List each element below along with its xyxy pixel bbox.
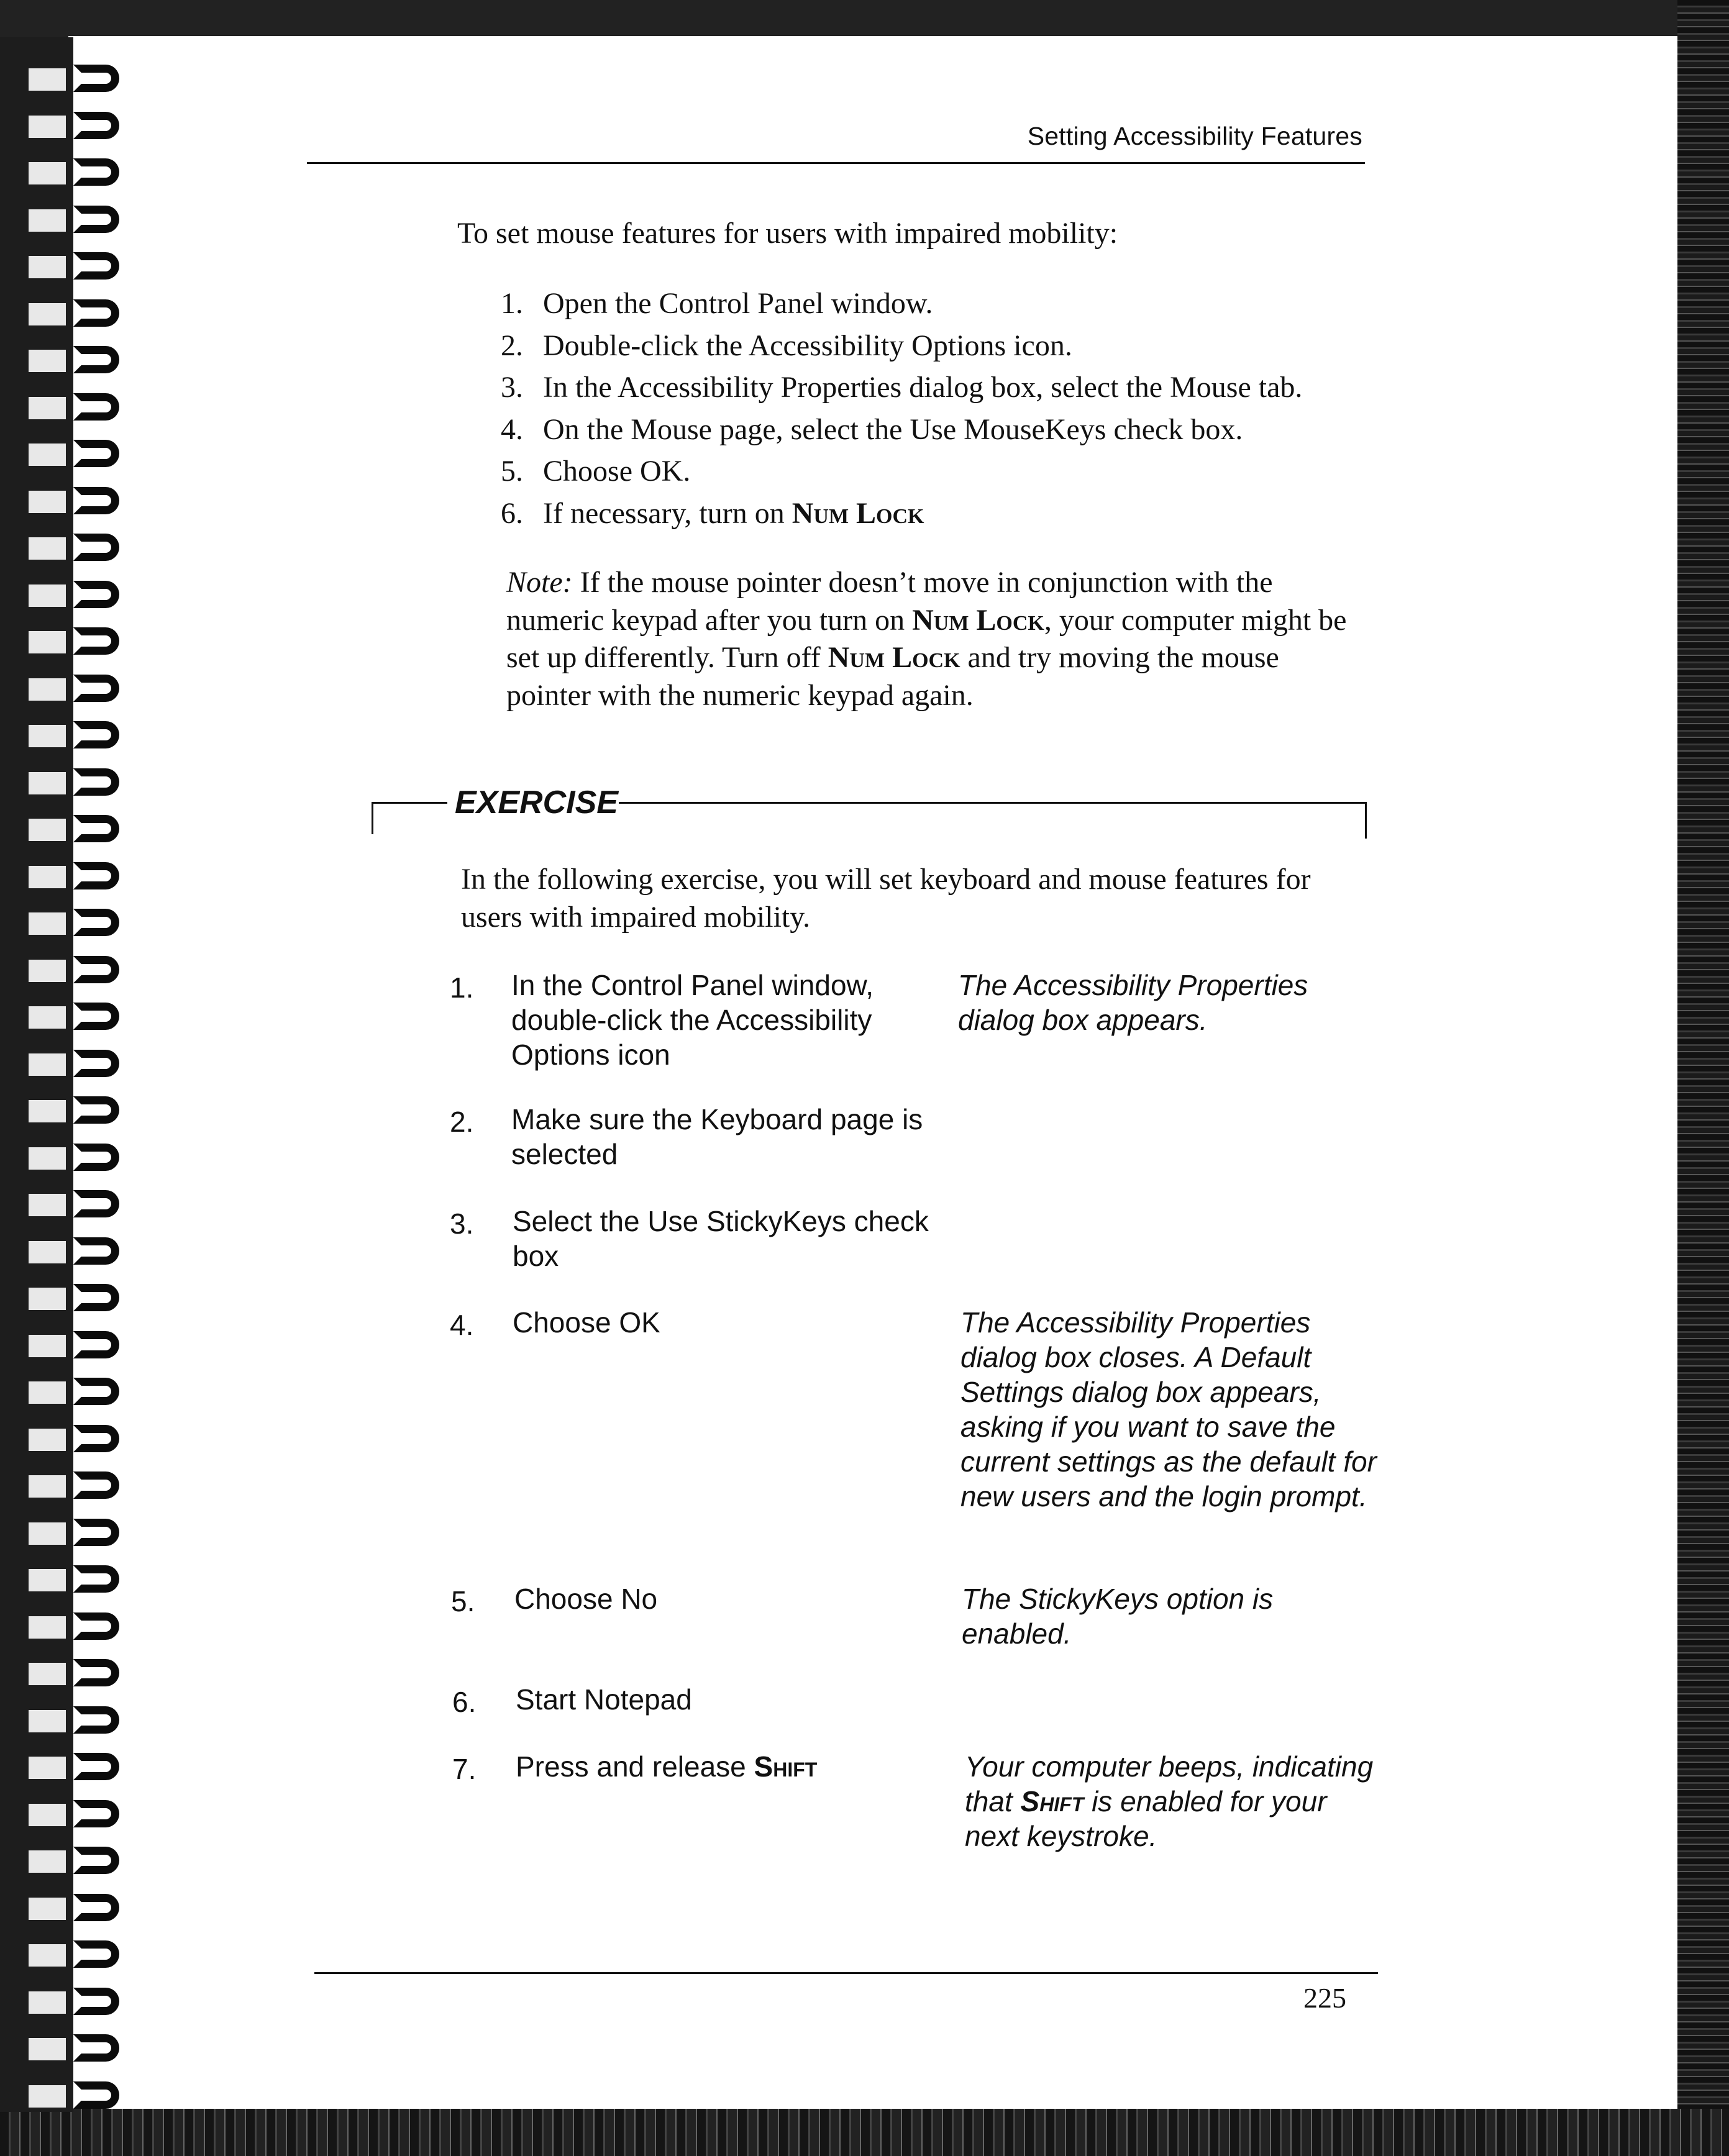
binding-coil xyxy=(73,1565,119,1593)
binding-coil xyxy=(73,1894,119,1921)
exercise-step-result: The Accessibility Properties dialog box closes. A Default Settings dialog box appears, asking if you want to save the current settings as the default for new users and the login prompt. xyxy=(960,1306,1377,1512)
exercise-step-result: The Accessibility Properties dialog box appears. xyxy=(958,969,1308,1036)
binding-hole xyxy=(29,1944,66,1967)
exercise-step-number: 1. xyxy=(450,971,474,1004)
binding-hole xyxy=(29,678,66,701)
binding-hole xyxy=(29,1429,66,1451)
exercise-step-number: 7. xyxy=(452,1753,477,1785)
binding-hole xyxy=(29,1757,66,1779)
binding-coil xyxy=(73,2081,119,2109)
exercise-frame-right-tick xyxy=(1365,802,1367,839)
binding-coil xyxy=(73,2034,119,2062)
page-number: 225 xyxy=(1303,1982,1346,2014)
spiral-binding xyxy=(0,37,124,2112)
exercise-frame-left-tick xyxy=(372,802,373,834)
binding-hole xyxy=(29,1241,66,1263)
binding-coil xyxy=(73,1800,119,1827)
procedure-steps xyxy=(501,283,1302,534)
binding-coil xyxy=(73,1753,119,1780)
binding-hole xyxy=(29,1804,66,1826)
binding-coil xyxy=(73,158,119,186)
key-name: Shift xyxy=(1020,1785,1084,1817)
binding-hole xyxy=(29,1288,66,1310)
binding-hole xyxy=(29,772,66,794)
binding-hole xyxy=(29,1991,66,2014)
binding-hole xyxy=(29,866,66,888)
binding-hole xyxy=(29,256,66,278)
binding-hole xyxy=(29,537,66,560)
binding-coil xyxy=(73,815,119,842)
binding-hole xyxy=(29,1381,66,1404)
step-item: 1. Open the Control Panel window. xyxy=(501,287,933,320)
key-name: Num Lock xyxy=(828,641,960,674)
binding-coil xyxy=(73,534,119,561)
exercise-step-result: The StickyKeys option is enabled. xyxy=(962,1583,1274,1650)
binding-coil xyxy=(73,112,119,139)
binding-coil xyxy=(73,299,119,327)
binding-coil xyxy=(73,487,119,514)
exercise-step-number: 2. xyxy=(450,1106,474,1138)
note-paragraph: Note: If the mouse pointer doesn’t move in conjunction with the numeric keypad after you turn on Num Lock, your computer might be set up differently. Turn off Num Lock and try moving the mouse pointer with the numeric keypad again. xyxy=(506,566,1347,712)
binding-coil xyxy=(73,956,119,983)
binding-coil xyxy=(73,1519,119,1546)
key-name: Shift xyxy=(754,1750,818,1783)
exercise-title: EXERCISE xyxy=(455,785,618,821)
binding-coil xyxy=(73,721,119,748)
binding-coil xyxy=(73,1144,119,1171)
step-item: 6. If necessary, turn on Num Lock xyxy=(501,496,924,530)
binding-hole xyxy=(29,584,66,607)
binding-hole xyxy=(29,912,66,935)
binding-coil xyxy=(73,862,119,889)
binding-hole xyxy=(29,1053,66,1076)
binding-hole xyxy=(29,162,66,184)
running-head: Setting Accessibility Features xyxy=(1027,122,1362,150)
binding-coil xyxy=(73,675,119,702)
binding-hole xyxy=(29,116,66,138)
binding-coil xyxy=(73,1050,119,1077)
binding-hole xyxy=(29,631,66,653)
binding-coil xyxy=(73,65,119,92)
binding-hole xyxy=(29,1194,66,1216)
footer-rule xyxy=(314,1972,1378,1974)
binding-coil xyxy=(73,1378,119,1405)
intro-text: To set mouse features for users with impaired mobility: xyxy=(457,217,1118,250)
binding-hole xyxy=(29,1850,66,1873)
binding-coil xyxy=(73,581,119,608)
note-label: Note: xyxy=(506,566,573,599)
binding-hole xyxy=(29,443,66,466)
binding-coil xyxy=(73,346,119,373)
exercise-step-action: Start Notepad xyxy=(516,1683,692,1716)
exercise-frame-right-segment xyxy=(619,802,1367,804)
binding-hole xyxy=(29,2038,66,2060)
key-name: Num Lock xyxy=(792,496,924,530)
binding-hole xyxy=(29,303,66,325)
binding-hole xyxy=(29,1006,66,1029)
binding-coil xyxy=(73,1003,119,1030)
binding-hole xyxy=(29,1663,66,1685)
exercise-step-action: Press and release Shift xyxy=(516,1750,818,1783)
exercise-step-action: Choose No xyxy=(514,1583,658,1615)
binding-coil xyxy=(73,440,119,467)
binding-hole xyxy=(29,1898,66,1920)
binding-hole xyxy=(29,1475,66,1498)
scanner-background-top xyxy=(0,0,1729,37)
exercise-step-number: 4. xyxy=(450,1309,474,1341)
binding-coil xyxy=(73,1284,119,1311)
binding-coil xyxy=(73,252,119,280)
binding-coil xyxy=(73,1847,119,1874)
binding-hole xyxy=(29,1100,66,1122)
binding-coil xyxy=(73,1940,119,1968)
binding-hole xyxy=(29,1710,66,1732)
binding-coil xyxy=(73,1659,119,1686)
step-item: 3. In the Accessibility Properties dialog box, select the Mouse tab. xyxy=(501,371,1303,404)
binding-coil xyxy=(73,206,119,233)
binding-hole xyxy=(29,68,66,91)
exercise-step-action: Select the Use StickyKeys check box xyxy=(513,1205,929,1272)
binding-coil xyxy=(73,1331,119,1358)
exercise-step-action: Choose OK xyxy=(513,1306,660,1339)
exercise-step-action: In the Control Panel window, double-click the Accessibility Options icon xyxy=(511,969,874,1071)
key-name: Num Lock xyxy=(912,603,1044,637)
binding-hole xyxy=(29,2085,66,2108)
scanner-background-right xyxy=(1677,0,1729,2156)
exercise-frame-left-segment xyxy=(372,802,447,804)
step-item: 5. Choose OK. xyxy=(501,455,691,488)
binding-hole xyxy=(29,1147,66,1170)
binding-hole xyxy=(29,350,66,372)
binding-coil xyxy=(73,627,119,655)
binding-hole xyxy=(29,491,66,513)
binding-coil xyxy=(73,1190,119,1217)
exercise-step-number: 6. xyxy=(452,1686,477,1718)
header-rule xyxy=(307,162,1365,164)
scanner-background-bottom xyxy=(0,2109,1729,2156)
binding-coil xyxy=(73,1471,119,1499)
exercise-step-action: Make sure the Keyboard page is selected xyxy=(511,1103,923,1170)
exercise-step-number: 3. xyxy=(450,1208,474,1240)
binding-coil xyxy=(73,393,119,421)
binding-hole xyxy=(29,1616,66,1639)
binding-hole xyxy=(29,1335,66,1357)
step-item: 4. On the Mouse page, select the Use MouseKeys check box. xyxy=(501,412,1243,446)
binding-coil xyxy=(73,1425,119,1452)
binding-coil xyxy=(73,909,119,936)
binding-coil xyxy=(73,1237,119,1265)
binding-hole xyxy=(29,209,66,232)
step-item: 2. Double-click the Accessibility Options icon. xyxy=(501,329,1072,362)
binding-hole xyxy=(29,1569,66,1591)
binding-coil xyxy=(73,768,119,796)
exercise-step-number: 5. xyxy=(451,1585,475,1617)
binding-hole xyxy=(29,725,66,747)
binding-hole xyxy=(29,397,66,419)
binding-coil xyxy=(73,1988,119,2015)
binding-coil xyxy=(73,1096,119,1124)
binding-hole xyxy=(29,960,66,982)
binding-hole xyxy=(29,1522,66,1545)
exercise-step-result: Your computer beeps, indicating that Shift is enabled for your next keystroke. xyxy=(965,1750,1374,1852)
binding-coil xyxy=(73,1612,119,1640)
binding-coil xyxy=(73,1706,119,1734)
exercise-intro: In the following exercise, you will set keyboard and mouse features for users with impaired mobility. xyxy=(461,863,1311,934)
binding-hole xyxy=(29,819,66,841)
